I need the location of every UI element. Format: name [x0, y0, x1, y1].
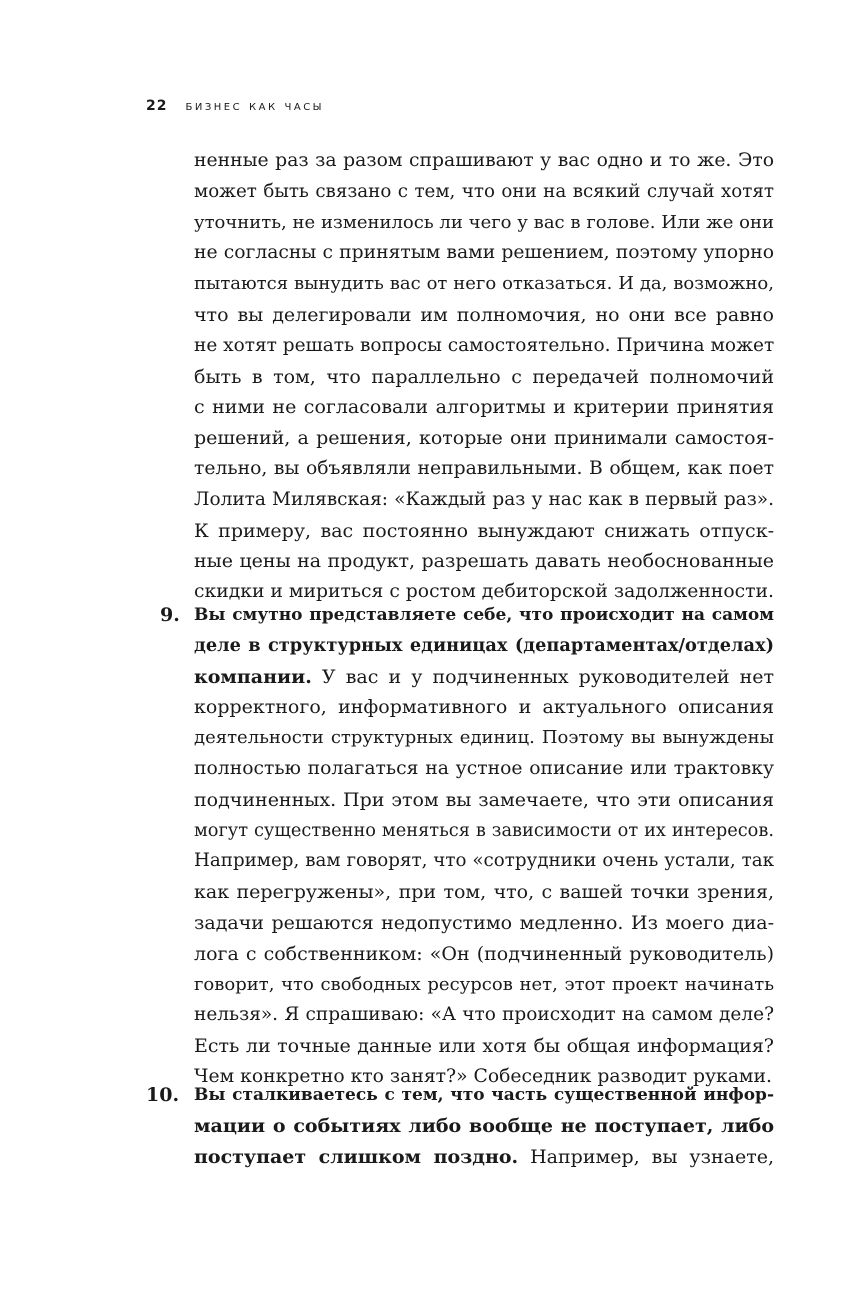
text-line: К примеру, вас постоянно вынуждают снижать отпуск-	[194, 519, 774, 542]
text-line: корректного, информативного и актуального описания	[194, 696, 774, 719]
text-line: тельно, вы объявляли неправильными. В общем, как поет	[194, 457, 774, 479]
text-line: скидки и мириться с ростом дебиторской задолженности.	[194, 581, 774, 603]
text-line: не хотят решать вопросы самостоятельно. Причина может	[194, 334, 775, 356]
text-line: деятельности структурных единиц. Поэтому вы вынуждены	[194, 727, 774, 749]
text-line: быть в том, что параллельно с передачей полномочий	[194, 365, 774, 388]
text-line: может быть связано с тем, что они на всякий случай хотят	[194, 180, 774, 202]
item-heading-end: поступает слишком поздно.	[194, 1145, 519, 1168]
text-line: могут существенно меняться в зависимости от их интересов.	[194, 820, 774, 841]
text-line	[194, 1142, 774, 1173]
item-text-start: У вас и у подчиненных руководителей нет	[311, 665, 774, 688]
item-text-start: Например, вы узнаете,	[518, 1145, 774, 1168]
item-heading-line: деле в структурных единицах (департаментах/отделах)	[194, 634, 774, 656]
text-line: ные цены на продукт, разрешать давать необоснованные	[194, 550, 774, 573]
text-line: ненные раз за разом спрашивают у вас одно и то же. Это	[194, 150, 774, 171]
text-line: уточнить, не изменилось ли чего у вас в голове. Или же они	[194, 211, 774, 233]
text-line: Например, вам говорят, что «сотрудники очень устали, так	[194, 850, 774, 872]
text-line: Лолита Милявская: «Каждый раз у нас как в первый раз».	[194, 488, 774, 510]
text-line: задачи решаются недопустимо медленно. Из моего диа-	[194, 911, 774, 934]
text-line: решений, а решения, которые они принимали самостоя-	[194, 427, 774, 450]
text-line: говорит, что свободных ресурсов нет, этот проект начинать	[194, 973, 774, 995]
text-line: Есть ли точные данные или хотя бы общая информация?	[194, 1035, 774, 1058]
page-number: 22	[146, 98, 168, 114]
text-line: полностью полагаться на устное описание или трактовку	[194, 757, 774, 779]
running-head	[146, 98, 324, 114]
text-line: пытаются вынудить вас от него отказаться. И да, возможно,	[194, 273, 774, 295]
item-heading-line: Вы сталкиваетесь с тем, что часть существенной инфор-	[194, 1085, 774, 1105]
list-item-10	[194, 1080, 774, 1172]
list-item-number: 10.	[146, 1084, 180, 1106]
text-line: с ними не согласовали алгоритмы и критерии принятия	[194, 396, 774, 419]
text-line: лога с собственником: «Он (подчиненный руководитель)	[194, 942, 774, 965]
continued-paragraph	[194, 146, 774, 608]
text-line: подчиненных. При этом вы замечаете, что эти описания	[194, 788, 774, 811]
book-title: бизнес как часы	[185, 98, 324, 114]
list-item-9	[194, 600, 774, 1093]
text-line: Чем конкретно кто занят?» Собеседник разводит руками.	[194, 1065, 772, 1087]
text-line: как перегружены», при том, что, с вашей точки зрения,	[194, 881, 774, 904]
item-heading-line: Вы смутно представляете себе, что происходит на самом	[194, 605, 774, 625]
list-item-number: 9.	[160, 604, 180, 626]
item-heading-end: компании.	[194, 665, 312, 688]
text-line: нельзя». Я спрашиваю: «А что происходит на самом деле?	[194, 1004, 774, 1026]
item-heading-line: мации о событиях либо вообще не поступает, либо	[194, 1114, 774, 1137]
text-line	[194, 662, 774, 693]
text-line: что вы делегировали им полномочия, но они все равно	[194, 303, 774, 326]
text-line: не согласны с принятым вами решением, поэтому упорно	[194, 242, 774, 264]
